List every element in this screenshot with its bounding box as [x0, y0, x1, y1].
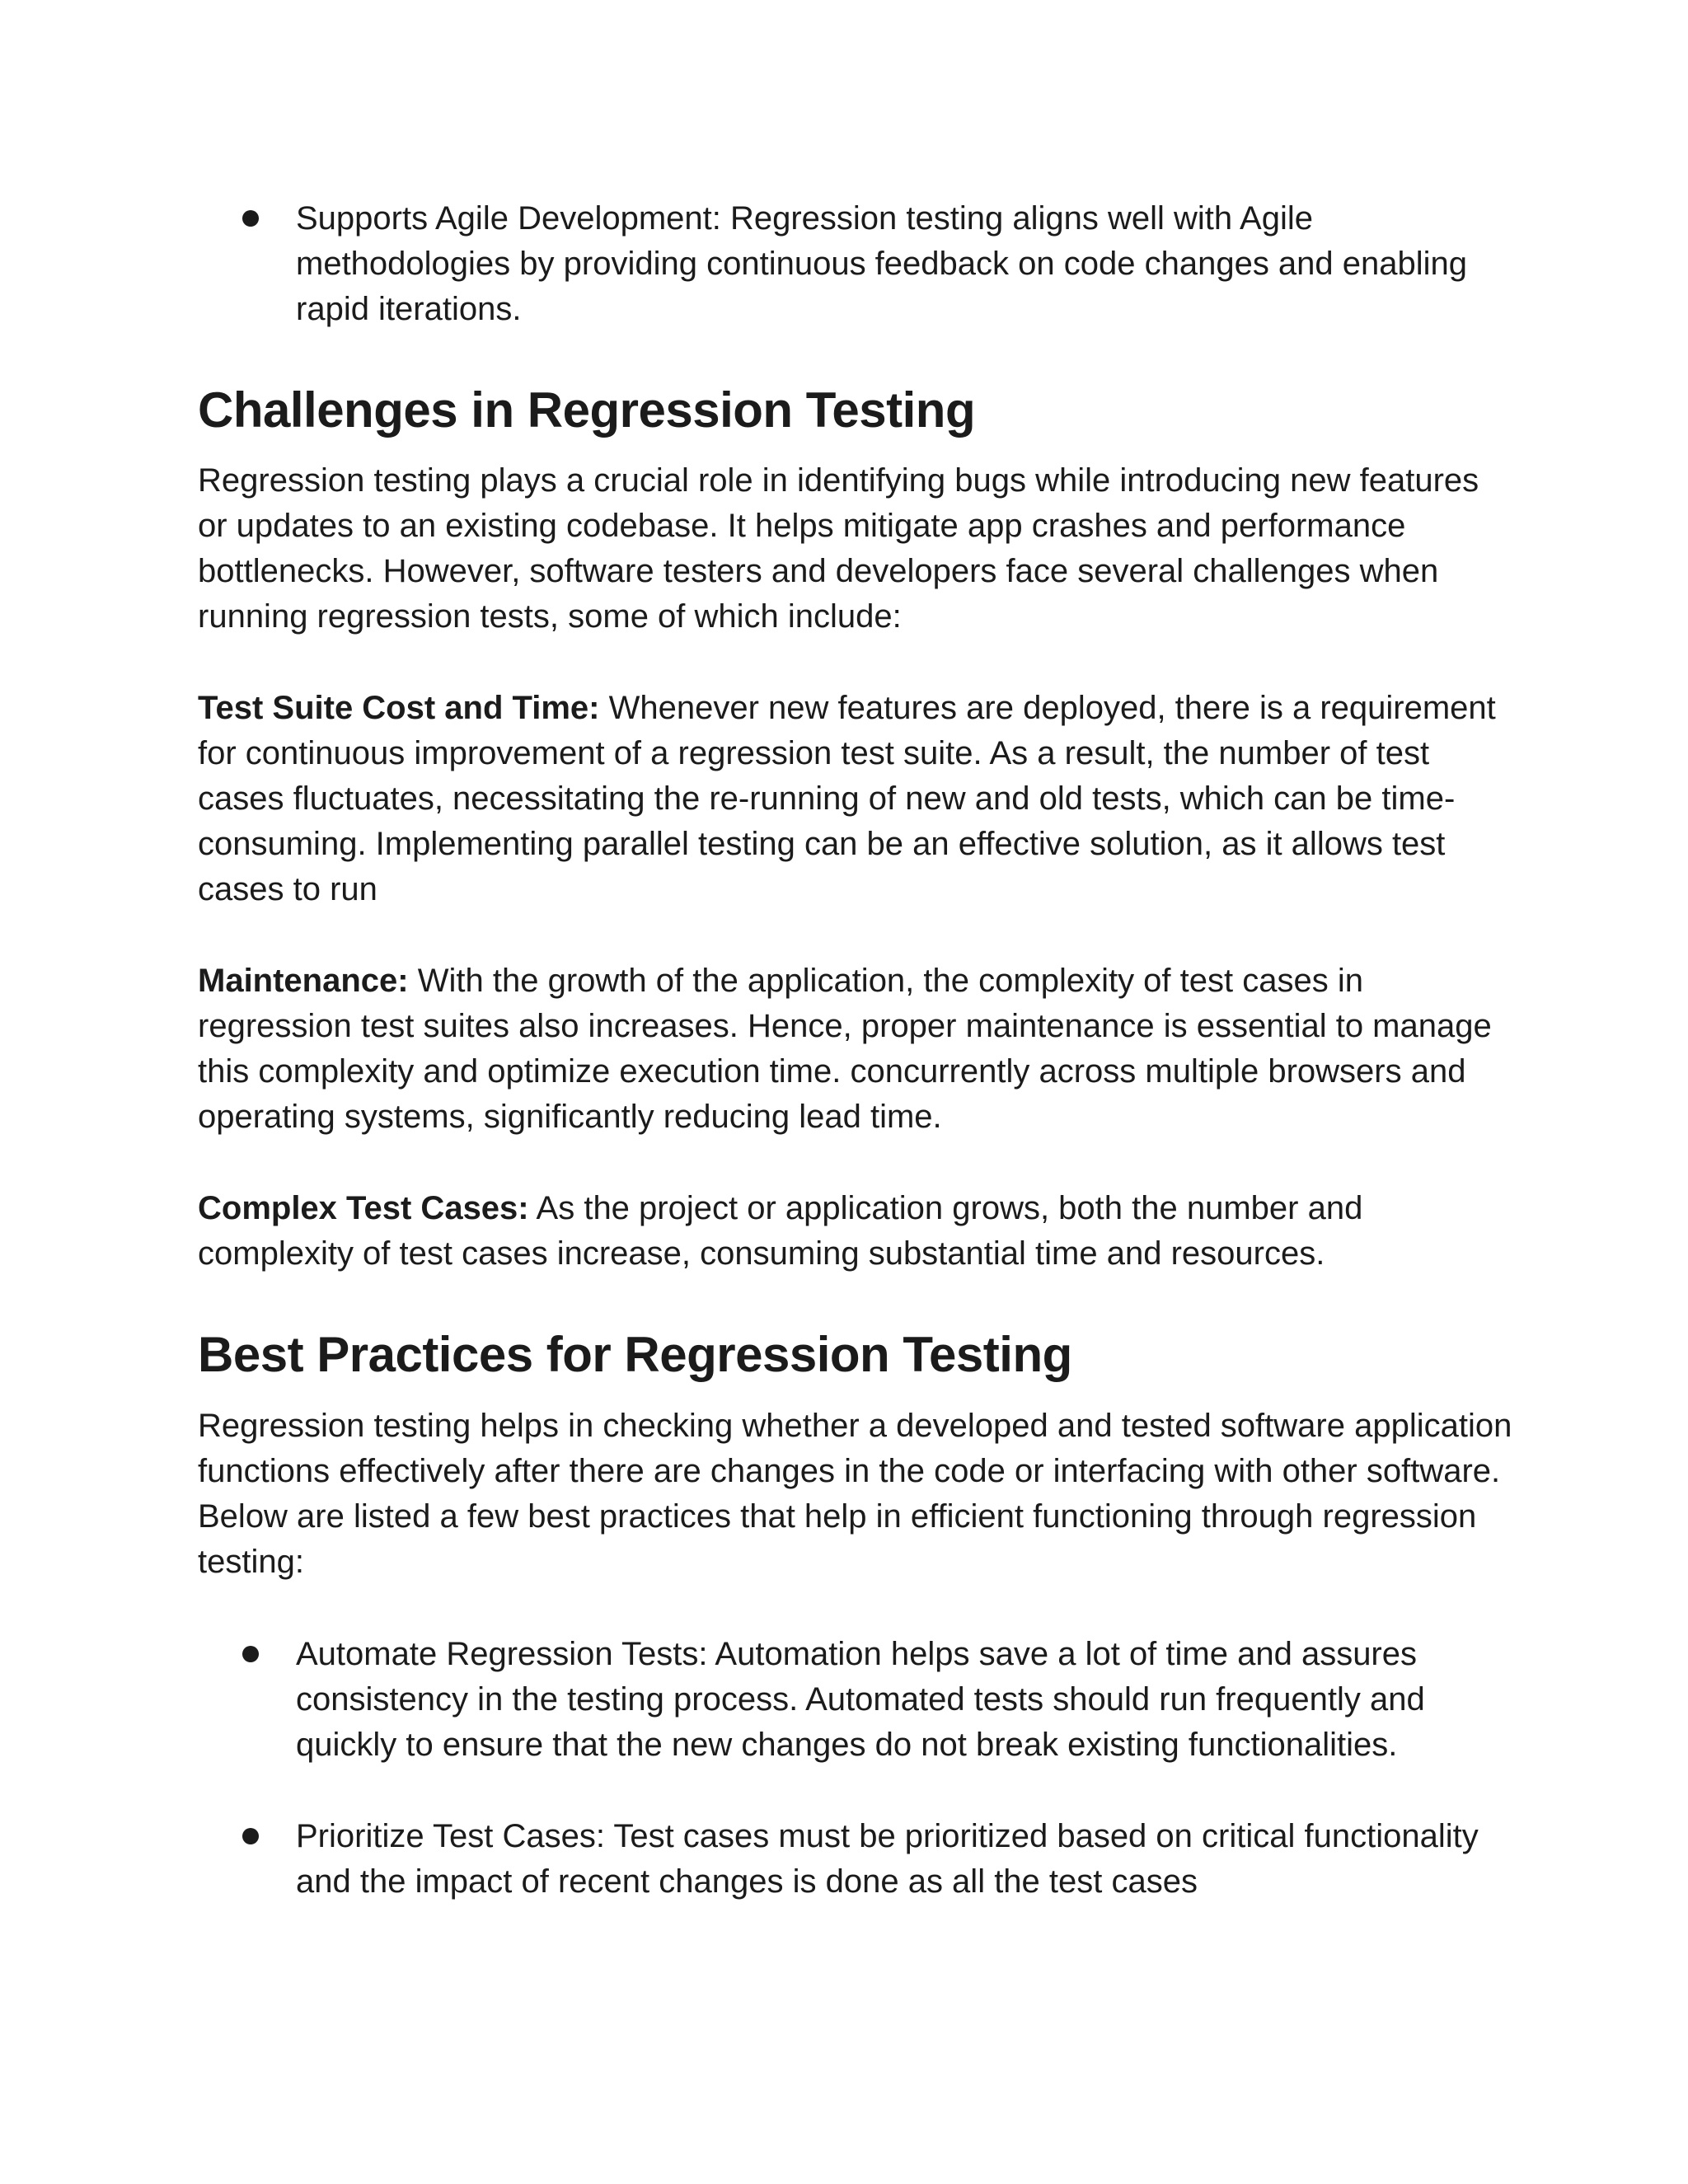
challenge-text: Whenever new features are deployed, there is a requirement for continuous improvement of a regression test suite. As a result, the number of test cases fluctuates, necessitating the re-running of new and old tests, which can be time-consuming. Implementing parallel testing can be an effective solution, as it allows test cases to run — [198, 690, 1496, 907]
challenge-term: Complex Test Cases: — [198, 1190, 529, 1226]
list-item-text: Prioritize Test Cases: Test cases must be prioritized based on critical functionality and the impact of recent changes is done as all the test cases — [296, 1818, 1479, 1900]
bullet-icon — [242, 1646, 259, 1662]
challenges-intro-block — [198, 458, 1517, 640]
section-challenges — [198, 381, 1517, 440]
list-item-automate — [247, 1632, 1517, 1768]
section-heading: Best Practices for Regression Testing — [198, 1327, 1072, 1382]
challenge-term: Test Suite Cost and Time: — [198, 690, 600, 726]
challenges-intro: Regression testing plays a crucial role in identifying bugs while introducing new features or updates to an existing codebase. It helps mitigate app crashes and performance bottlenecks. However, software testers and developers face several challenges when running regression tests, some of which include: — [198, 462, 1479, 635]
challenge-text: With the growth of the application, the complexity of test cases in regression test suites also increases. Hence, proper maintenance is essential to manage this complexity and optimize execution time. concurrently across multiple browsers and operating systems, significantly reducing lead time. — [198, 963, 1492, 1135]
section-best-practices — [198, 1325, 1517, 1385]
list-item-agile — [247, 196, 1517, 332]
challenge-point-maintenance — [198, 958, 1517, 1140]
challenge-paragraph — [198, 686, 1517, 912]
bullet-icon — [242, 210, 259, 227]
challenge-point-cost-time — [198, 686, 1517, 912]
bullet-icon — [242, 1828, 259, 1844]
challenge-paragraph — [198, 1186, 1517, 1277]
section-heading: Challenges in Regression Testing — [198, 382, 976, 438]
challenge-text: As the project or application grows, both the number and complexity of test cases increase, consuming substantial time and resources. — [198, 1190, 1363, 1272]
list-item-prioritize — [247, 1814, 1517, 1905]
best-practices-intro-block — [198, 1404, 1517, 1585]
best-practices-intro: Regression testing helps in checking whether a developed and tested software application functions effectively after there are changes in the code or interfacing with other software. Below are listed a few best practices that help in efficient functioning through regression testing: — [198, 1408, 1512, 1580]
list-item-text: Supports Agile Development: Regression testing aligns well with Agile methodologies by providing continuous feedback on code changes and enabling rapid iterations. — [296, 200, 1468, 327]
challenge-paragraph — [198, 958, 1517, 1140]
challenge-point-complex-cases — [198, 1186, 1517, 1277]
challenge-term: Maintenance: — [198, 963, 409, 999]
list-item-text: Automate Regression Tests: Automation helps save a lot of time and assures consistency in the testing process. Automated tests should run frequently and quickly to ensure that the new changes do not break existing functionalities. — [296, 1636, 1425, 1763]
